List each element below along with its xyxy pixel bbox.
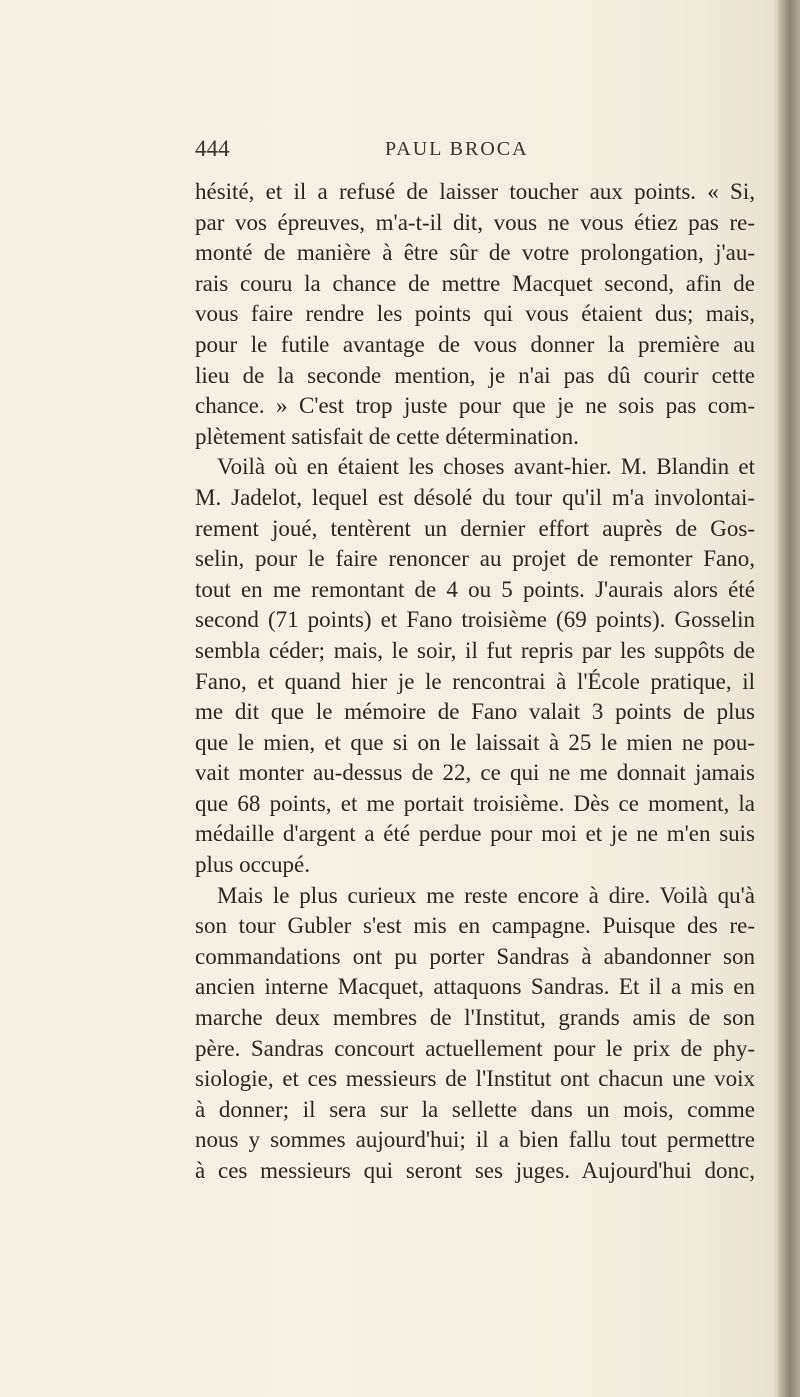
text-line: vait monter au-dessus de 22, ce qui ne me donnait jamais xyxy=(195,760,755,786)
text-line: pour le futile avantage de vous donner la première au xyxy=(195,331,755,357)
text-line: tout en me remontant de 4 ou 5 points. J'aurais alors été xyxy=(195,576,755,602)
text-line: Voilà où en étaient les choses avant-hier. M. Blandin et xyxy=(217,454,755,480)
text-line: plus occupé. xyxy=(195,852,310,878)
text-line: siologie, et ces messieurs de l'Institut ont chacun une voix xyxy=(195,1066,755,1092)
text-line: chance. » C'est trop juste pour que je ne sois pas com- xyxy=(195,393,755,419)
text-line: monté de manière à être sûr de votre prolongation, j'au- xyxy=(195,240,755,266)
text-line: à ces messieurs qui seront ses juges. Aujourd'hui donc, xyxy=(195,1158,755,1183)
text-line: rement joué, tentèrent un dernier effort auprès de Gos- xyxy=(195,515,755,541)
text-line: Fano, et quand hier je le rencontrai à l'École pratique, il xyxy=(195,668,755,694)
text-line: vous faire rendre les points qui vous étaient dus; mais, xyxy=(195,301,755,327)
text-line: ancien interne Macquet, attaquons Sandras. Et il a mis en xyxy=(195,974,755,1000)
text-line: plètement satisfait de cette détermination. xyxy=(195,423,579,449)
page-number: 444 xyxy=(195,136,230,161)
text-line: hésité, et il a refusé de laisser toucher aux points. « Si, xyxy=(195,179,755,204)
text-line: Mais le plus curieux me reste encore à dire. Voilà qu'à xyxy=(217,882,755,908)
text-line: second (71 points) et Fano troisième (69 points). Gosselin xyxy=(195,607,755,633)
text-line: nous y sommes aujourd'hui; il a bien fallu tout permettre xyxy=(195,1127,755,1153)
text-line: marche deux membres de l'Institut, grands amis de son xyxy=(195,1005,755,1031)
running-title: PAUL BROCA xyxy=(385,138,529,160)
text-line: son tour Gubler s'est mis en campagne. Puisque des re- xyxy=(195,913,755,939)
text-line: sembla céder; mais, le soir, il fut repris par les suppôts de xyxy=(195,637,755,663)
text-line: rais couru la chance de mettre Macquet second, afin de xyxy=(195,270,755,296)
text-line: selin, pour le faire renoncer au projet de remonter Fano, xyxy=(195,546,755,572)
text-line: commandations ont pu porter Sandras à abandonner son xyxy=(195,943,755,969)
text-line: M. Jadelot, lequel est désolé du tour qu'il m'a involontai- xyxy=(195,484,755,510)
running-head xyxy=(195,136,755,176)
text-line: père. Sandras concourt actuellement pour le prix de phy- xyxy=(195,1035,755,1061)
text-line: que 68 points, et me portait troisième. Dès ce moment, la xyxy=(195,790,755,816)
page-edge xyxy=(778,0,800,1397)
text-line: lieu de la seconde mention, je n'ai pas dû courir cette xyxy=(195,362,755,388)
text-line: que le mien, et que si on le laissait à 25 le mien ne pou- xyxy=(195,729,755,755)
text-line: par vos épreuves, m'a-t-il dit, vous ne vous étiez pas re- xyxy=(195,209,755,235)
text-line: à donner; il sera sur la sellette dans un mois, comme xyxy=(195,1096,755,1122)
text-line: me dit que le mémoire de Fano valait 3 points de plus xyxy=(195,699,755,725)
text-line: médaille d'argent a été perdue pour moi et je ne m'en suis xyxy=(195,821,755,847)
body-text xyxy=(195,177,755,1187)
